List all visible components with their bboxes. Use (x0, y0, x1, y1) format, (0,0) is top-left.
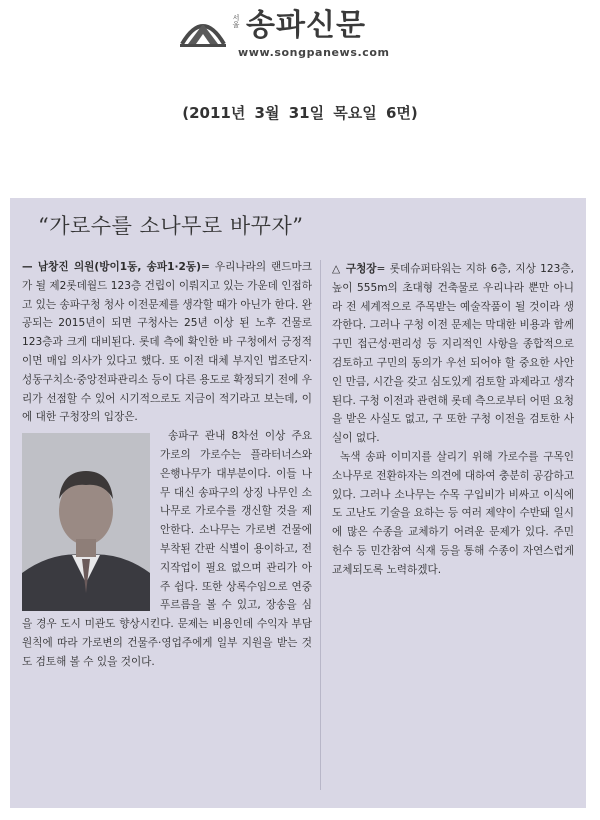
answer-label: △ 구청장 (332, 263, 377, 275)
article-clipping (10, 198, 586, 808)
question-paragraph-1 (22, 258, 312, 427)
answer-paragraph-2: 녹색 송파 이미지를 살리기 위해 가로수를 구목인 소나무로 전환하자는 의견에 대하여 충분히 공감하고 있다. 그러나 소나무는 수목 구입비가 비싸고 이식에도 고난도 기술을 요하는 등 여러 제약이 수반돼 일시에 많은 수종을 교체하기 어려운 문제가 있다. 주민 헌수 등 민간참여 식재 등을 통해 수종이 자연스럽게 교체되도록 노력하겠다. (332, 450, 574, 576)
question-column (22, 258, 312, 672)
column-divider (320, 260, 321, 790)
article-headline: “가로수를 소나무로 바꾸자” (38, 214, 304, 238)
masthead-prefix: 서울 (232, 14, 240, 28)
answer-column (332, 260, 574, 580)
portrait-photo-icon (22, 433, 150, 611)
masthead-url: www.songpanews.com (238, 46, 390, 59)
songpa-logo-mark-icon (178, 14, 228, 48)
speaker-label: — 남창진 의원(방이1동, 송파1·2동) (22, 261, 201, 273)
question-paragraph-2: 송파구 관내 8차선 이상 주요 가로의 가로수는 플라터너스와 은행나무가 대부분이다. 이들 나무 대신 송파구의 상징 나무인 소나무로 가로수를 갱신할 것을 제안한다. 소나무는 가로변 건물에 부착된 간판 식별이 용이하고, 전지작업이 필요 없으며 관리가 아주 쉽다. 또한 상록수임으로 연중 푸르름을 볼 수 있고, 장송을 심을 경우 도시 미관도 향상시킨다. 문제는 비용인데 수익자 부담원칙에 따라 가로변의 건물주·영업주에게 일부 지원을 받는 것도 검토해 볼 수 있을 것이다. (22, 430, 312, 668)
answer-paragraph-1 (332, 260, 574, 448)
answer-text-1: = 롯데슈퍼타워는 지하 6층, 지상 123층, 높이 555m의 초대형 건축물로 우리나라 뿐만 아니라 전 세계적으로 주목받는 예술작품이 될 것이라 생각한다. 그러나 구청 이전 문제는 막대한 비용과 함께 구민 접근성·편리성 등 지리적인 사항을 종합적으로 검토하고 구민의 동의가 우선 되어야 할 중요한 사안인 만큼, 시간을 갖고 심도있게 검토할 과제라고 생각된다. 구청 이전과 관련해 롯데 측으로부터 어떤 요청을 받은 사실도 없고, 구 또한 구청 이전을 검토한 사실이 없다. (332, 263, 574, 445)
publication-date: (2011년 3월 31일 목요일 6면) (182, 104, 418, 122)
question-text-1: = 우리나라의 랜드마크가 될 제2롯데월드 123층 건립이 이뤄지고 있는 가운데 인접하고 있는 송파구청 청사 이전문제를 생각할 때가 아닌가 한다. 완공되는 2015년이 되면 구청사는 25년 이상 된 노후 건물로 123층과 크게 대비된다. 롯데 측에 확인한 바 구청에서 긍정적이면 매입 의사가 있다고 했다. 또 이전 대체 부지인 법조단지·성동구치소·중앙전파관리소 등이 다른 용도로 확정되기 전에 우리가 선점할 수 있어 시기적으로도 지금이 적기라고 보는데, 이에 대한 구청장의 입장은. (22, 261, 312, 424)
masthead (0, 0, 600, 90)
masthead-title: 송파신문 (246, 8, 366, 43)
